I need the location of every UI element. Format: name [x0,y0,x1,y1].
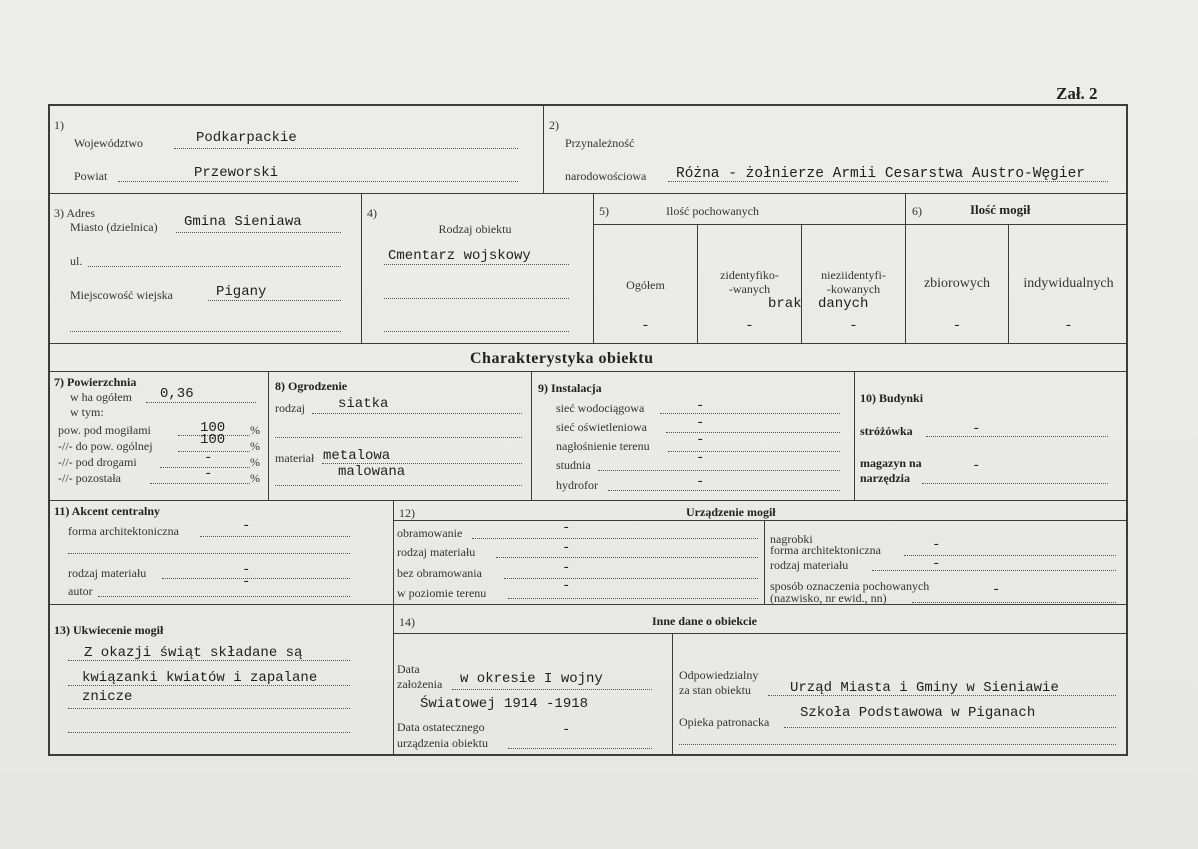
unidentified-label-2: -kowanych [826,282,881,296]
fence-material-label: materiał [275,451,315,465]
central-author-label: autor [68,584,93,598]
section-1-number: 1) [54,118,64,132]
individual-label: indywidualnych [1023,276,1114,291]
founding-date-value-2: Światowej 1914 -1918 [420,696,589,712]
section-6-number: 6) [912,204,922,218]
marking-detail-label: (nazwisko, nr ewid., nn) [770,591,887,605]
collective-value: - [952,318,962,334]
section-12-number: 12) [399,506,415,520]
collective-label: zbiorowych [923,276,991,291]
voivodeship-label: Województwo [74,136,144,150]
no-edging-label: bez obramowania [397,566,482,580]
identified-label-2: -wanych [728,282,771,296]
flowers-line-1: Z okazji świąt składane są [84,645,303,661]
headstone-material-label: rodzaj materiału [770,558,849,572]
total-label: Ogółem [626,278,665,292]
no-data-note-2: danych [818,296,869,312]
responsible-label-1: Odpowiedzialny [679,668,759,682]
guardhouse-label: stróżówka [860,424,913,438]
nationality-label-1: Przynależność [565,136,635,150]
area-roads-value: - [204,450,213,466]
city-label: Miasto (dzielnica) [70,220,158,234]
ground-level-label: w poziomie terenu [397,586,487,600]
headstones-label: nagrobki [770,532,813,546]
headstone-material-value: - [932,556,941,572]
identified-value: - [745,318,754,334]
other-data-label: Inne dane o obiekcie [652,614,758,628]
edging-label: obramowanie [397,526,463,540]
voivodeship-value: Podkarpackie [196,130,297,146]
city-value: Gmina Sieniawa [184,214,302,230]
grave-arrangement-label: Urządzenie mogił [686,505,776,519]
buried-count-label: Ilość pochowanych [666,204,759,218]
founding-date-label-2: założenia [397,677,443,691]
fence-material-value-2: malowana [338,464,406,480]
headstone-form-value: - [932,537,941,553]
central-material-label: rodzaj materiału [68,566,147,580]
patronage-label: Opieka patronacka [679,715,770,729]
street-label: ul. [70,254,83,268]
area-roads-label: -//- pod drogami [58,455,137,469]
section-2-number: 2) [549,118,559,132]
marking-value: - [992,582,1001,598]
section-11-central-accent: 11) Akcent centralny [54,504,160,518]
area-other-pct: % [250,471,260,485]
nationality-label-2: narodowościowa [565,169,647,183]
area-other-value: - [204,466,213,482]
water-supply-value: - [696,398,705,414]
area-ratio-pct: % [250,439,260,453]
tool-store-value: - [972,458,981,474]
grave-material-value: - [562,540,571,556]
central-material-value: - [242,562,251,578]
area-total-label: w ha ogółem [70,390,132,404]
water-supply-label: sieć wodociągowa [556,401,645,415]
responsible-value: Urząd Miasta i Gminy w Sieniawie [790,680,1059,696]
fence-type-value: siatka [338,396,389,412]
section-5-number: 5) [599,204,609,218]
section-4-number: 4) [367,206,377,220]
area-graves-label: pow. pod mogiłami [58,423,151,437]
fence-material-value-1: metalowa [323,448,391,464]
flowers-line-2: kwiązanki kwiatów i zapalane [82,670,318,686]
hydrophore-value: - [696,474,705,490]
area-including-label: w tym: [70,405,104,419]
area-roads-pct: % [250,455,260,469]
lighting-label: sieć oświetleniowa [556,420,647,434]
section-title: Charakterystyka obiektu [470,350,654,367]
object-type-value: Cmentarz wojskowy [388,248,531,264]
central-form-label: forma architektoniczna [68,524,179,538]
hydrophore-label: hydrofor [556,478,598,492]
no-data-note-1: brak [768,296,802,312]
section-13-flowers: 13) Ukwiecenie mogił [54,623,164,637]
well-label: studnia [556,458,591,472]
lighting-value: - [696,415,705,431]
county-value: Przeworski [194,165,279,181]
responsible-label-2: za stan obiektu [679,683,751,697]
sound-value: - [696,432,705,448]
area-graves-value: 100 [200,420,226,436]
total-value: - [641,318,650,334]
section-9-installation: 9) Instalacja [538,381,602,395]
individual-value: - [1064,318,1073,334]
area-ratio-value: 100 [200,432,226,448]
section-14-number: 14) [399,615,415,629]
tool-store-label-2: narzędzia [860,471,910,485]
marking-label: sposób oznaczenia pochowanych [770,579,930,593]
final-date-label-2: urządzenia obiektu [397,736,488,750]
tool-store-label-1: magazyn na [860,456,922,470]
section-3-address: 3) Adres [54,206,95,220]
patronage-value: Szkoła Podstawowa w Piganach [800,705,1036,721]
object-type-label: Rodzaj obiektu [438,222,512,236]
fence-type-label: rodzaj [275,401,305,415]
edging-value: - [562,520,571,536]
ground-level-value: - [562,578,571,594]
well-value: - [696,450,705,466]
unidentified-value: - [849,318,858,334]
village-label: Miejscowość wiejska [70,288,173,302]
graves-count-label: Ilość mogił [970,202,1031,217]
section-10-buildings: 10) Budynki [860,391,924,405]
area-ratio-label: -//- do pow. ogólnej [58,439,153,453]
sound-label: nagłośnienie terenu [556,439,650,453]
attachment-label: Zał. 2 [1056,84,1098,103]
central-form-value: - [242,518,251,534]
nationality-value: Różna - żołnierze Armii Cesarstwa Austro-Węgier [676,166,1085,182]
village-value: Pigany [216,284,267,300]
grave-material-label: rodzaj materiału [397,545,476,559]
county-label: Powiat [74,169,108,183]
final-date-value: - [562,722,571,738]
unidentified-label-1: nieziidentyfi- [821,268,886,282]
founding-date-value-1: w okresie I wojny [460,671,603,687]
area-other-label: -//- pozostała [58,471,121,485]
final-date-label-1: Data ostatecznego [397,720,485,734]
flowers-line-3: znicze [82,689,133,705]
headstone-form-label: forma architektoniczna [770,543,881,557]
founding-date-label-1: Data [397,662,420,676]
no-edging-value: - [562,560,571,576]
area-graves-pct: % [250,423,260,437]
section-7-area: 7) Powierzchnia [54,375,137,389]
area-total-value: 0,36 [160,386,194,402]
central-author-value: - [242,574,251,590]
section-8-fence: 8) Ogrodzenie [275,379,348,393]
identified-label-1: zidentyfiko- [720,268,779,282]
guardhouse-value: - [972,421,981,437]
